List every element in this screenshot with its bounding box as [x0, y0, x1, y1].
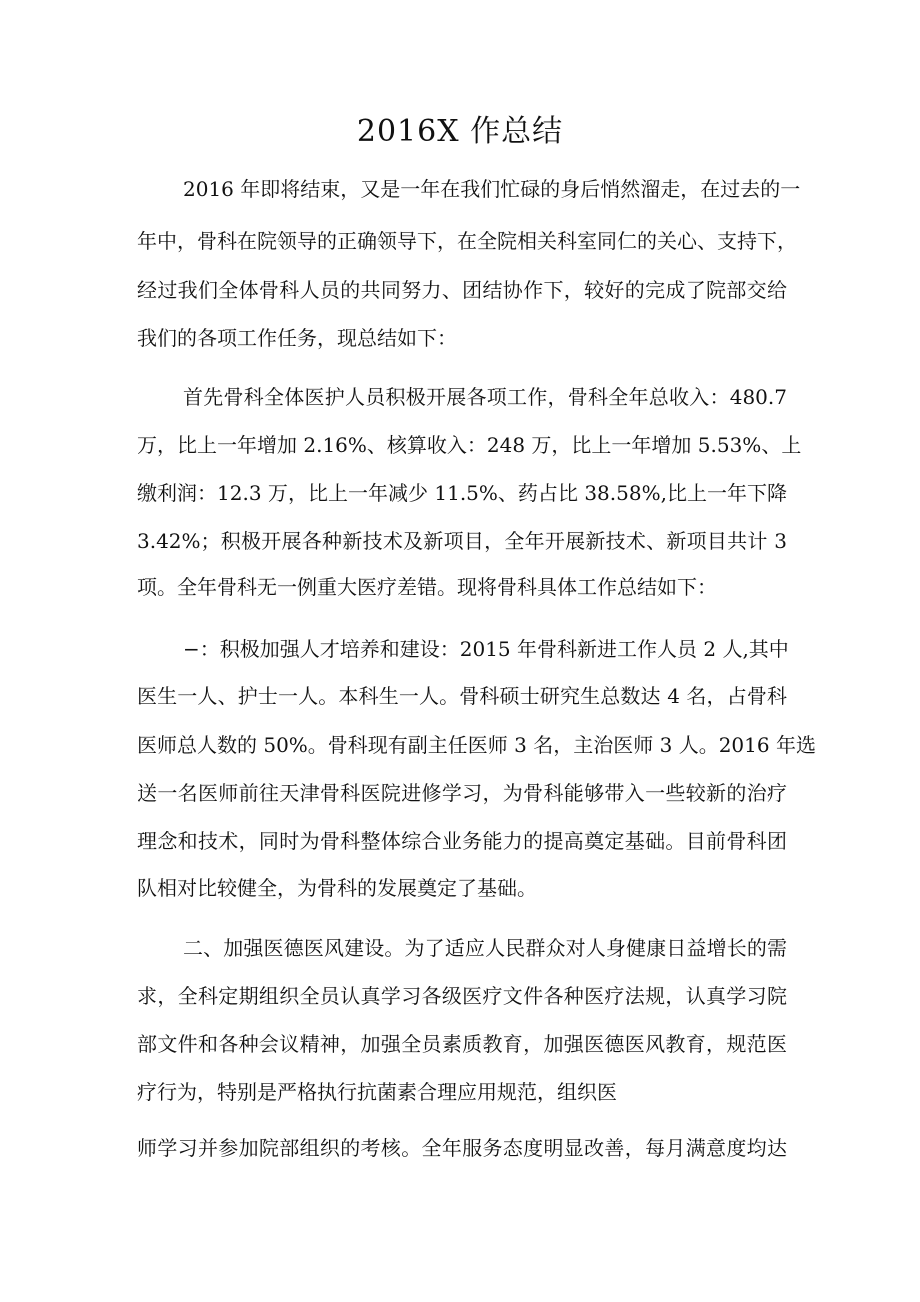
paragraph-line: 队相对比较健全，为骨科的发展奠定了基础。 — [137, 876, 537, 900]
paragraph-line: 送一名医师前往天津骨科医院进修学习，为骨科能够带入一些较新的治疗 — [137, 781, 787, 805]
paragraph-line: 部文件和各种会议精神，加强全员素质教育，加强医德医风教育，规范医 — [137, 1032, 787, 1056]
paragraph-line: 缴利润：12.3 万，比上一年减少 11.5%、药占比 38.58%,比上一年下降 — [137, 481, 787, 505]
paragraph-line: 年中，骨科在院领导的正确领导下，在全院相关科室同仁的关心、支持下， — [137, 229, 797, 253]
paragraph-line: 项。全年骨科无一例重大医疗差错。现将骨科具体工作总结如下： — [137, 575, 717, 599]
paragraph-line: 二、加强医德医风建设。为了适应人民群众对人身健康日益增长的需 — [183, 936, 787, 960]
paragraph-line: 医师总人数的 50%。骨科现有副主任医师 3 名，主治医师 3 人。2016 年选 — [137, 733, 816, 757]
paragraph-line: 理念和技术，同时为骨科整体综合业务能力的提高奠定基础。目前骨科团 — [137, 829, 787, 853]
paragraph-line: −：积极加强人才培养和建设：2015 年骨科新进工作人员 2 人,其中 — [183, 637, 789, 661]
paragraph-line: 首先骨科全体医护人员积极开展各项工作，骨科全年总收入：480.7 — [183, 385, 787, 409]
paragraph-line: 医生一人、护士一人。本科生一人。骨科硕士研究生总数达 4 名，占骨科 — [137, 684, 787, 708]
paragraph-line: 我们的各项工作任务，现总结如下： — [137, 326, 457, 350]
paragraph-line: 2016 年即将结束，又是一年在我们忙碌的身后悄然溜走，在过去的一 — [183, 177, 801, 201]
paragraph-line: 经过我们全体骨科人员的共同努力、团结协作下，较好的完成了院部交给 — [137, 278, 787, 302]
paragraph-line: 万，比上一年增加 2.16%、核算收入：248 万，比上一年增加 5.53%、上 — [137, 433, 802, 457]
paragraph-line: 师学习并参加院部组织的考核。全年服务态度明显改善，每月满意度均达 — [137, 1136, 787, 1160]
paragraph-line: 求，全科定期组织全员认真学习各级医疗文件各种医疗法规，认真学习院 — [137, 984, 787, 1008]
paragraph-line: 3.42%；积极开展各种新技术及新项目，全年开展新技术、新项目共计 3 — [137, 529, 787, 553]
paragraph-line: 疗行为，特别是严格执行抗菌素合理应用规范，组织医 — [137, 1080, 617, 1104]
document-title: 2016X 作总结 — [356, 114, 564, 149]
